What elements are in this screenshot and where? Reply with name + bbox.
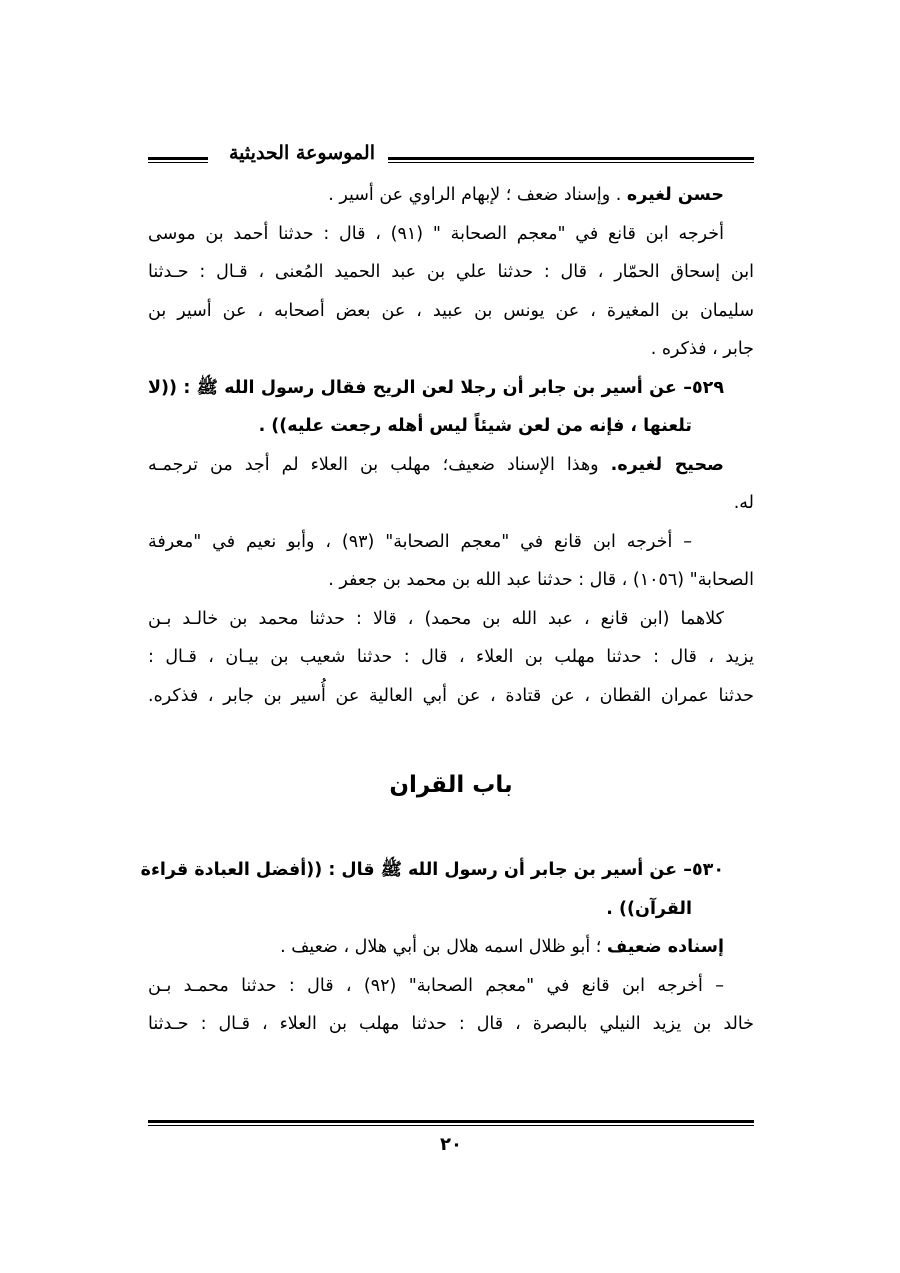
text-span: – أخرجه ابن قانع في "معجم الصحابة" (٩٢) ، قال : حدثنا محمـد بـن bbox=[148, 975, 724, 996]
text-span: سليمان بن المغيرة ، عن يونس بن عبيد ، عن بعض أصحابه ، عن أسير بن bbox=[148, 300, 754, 321]
text-span: كلاهما (ابن قانع ، عبد الله بن محمد) ، قالا : حدثنا محمد بن خالـد بـن bbox=[148, 608, 724, 629]
header-rule-left bbox=[148, 157, 208, 160]
text-line bbox=[148, 292, 754, 331]
text-line bbox=[148, 967, 754, 1006]
chapter-title: باب القران bbox=[389, 772, 513, 798]
bold-text: القرآن)) . bbox=[606, 898, 692, 919]
text-line bbox=[148, 561, 754, 600]
text-line bbox=[140, 851, 754, 890]
text-line bbox=[148, 677, 754, 716]
text-span: يزيد ، قال : حدثنا مهلب بن العلاء ، قال : حدثنا شعيب بن بيـان ، قـال : bbox=[148, 647, 754, 667]
text-line bbox=[148, 1005, 754, 1044]
text-line bbox=[148, 176, 754, 215]
page-number: ٢٠ bbox=[440, 1134, 462, 1155]
text-span: ابن إسحاق الحمّار ، قال : حدثنا علي بن عبد الحميد المُعنى ، قـال : حـدثنا bbox=[148, 262, 754, 282]
text-block-2 bbox=[140, 851, 754, 1044]
text-span: ؛ أبو ظلال اسمه هلال بن أبي هلال ، ضعيف . bbox=[280, 937, 607, 957]
text-line bbox=[148, 600, 754, 639]
header-title: الموسوعة الحديثية bbox=[229, 142, 375, 164]
text-line bbox=[148, 369, 754, 408]
bold-text: صحيح لغيره. bbox=[610, 454, 724, 475]
text-span: خالد بن يزيد النيلي بالبصرة ، قال : حدثنا مهلب بن العلاء ، قـال : حـدثنا bbox=[148, 1014, 754, 1034]
footer-rule bbox=[148, 1120, 754, 1126]
text-line bbox=[148, 484, 754, 523]
bold-text: تلعنها ، فإنه من لعن شيئاً ليس أهله رجعت عليه)) . bbox=[258, 416, 692, 436]
bold-text: إسناده ضعيف bbox=[606, 937, 724, 957]
text-line bbox=[148, 215, 754, 254]
text-line bbox=[148, 638, 754, 677]
text-span: الصحابة" (١٠٥٦) ، قال : حدثنا عبد الله بن محمد بن جعفر . bbox=[328, 570, 754, 590]
text-span: حدثنا عمران القطان ، عن قتادة ، عن أبي العالية عن أُسير بن جابر ، فذكره. bbox=[148, 685, 754, 706]
text-span: له. bbox=[733, 493, 754, 513]
text-span: جابر ، فذكره . bbox=[650, 339, 754, 359]
text-line bbox=[148, 253, 754, 292]
bold-text: ٥٣٠– عن أسير بن جابر أن رسول الله ﷺ قال : ((أفضل العبادة قراءة bbox=[140, 860, 724, 880]
bold-text: ٥٢٩– عن أسير بن جابر أن رجلا لعن الريح فقال رسول الله ﷺ : ((لا bbox=[148, 377, 724, 398]
text-span: وهذا الإسناد ضعيف؛ مهلب بن العلاء لم أجد من ترجمـه bbox=[148, 454, 611, 475]
text-line bbox=[148, 890, 754, 929]
page-body bbox=[140, 176, 754, 1044]
text-span: أخرجه ابن قانع في "معجم الصحابة " (٩١) ، قال : حدثنا أحمد بن موسى bbox=[148, 223, 724, 244]
text-line bbox=[148, 330, 754, 369]
text-line bbox=[148, 446, 754, 485]
text-span: – أخرجه ابن قانع في "معجم الصحابة" (٩٣) ، وأبو نعيم في "معرفة bbox=[148, 531, 692, 552]
text-line bbox=[148, 523, 754, 562]
bold-text: حسن لغيره bbox=[626, 185, 724, 205]
text-block-1 bbox=[148, 176, 754, 715]
text-span: . وإسناد ضعف ؛ لإبهام الراوي عن أسير . bbox=[328, 185, 627, 205]
header-rule-right bbox=[388, 157, 754, 160]
text-line bbox=[148, 928, 754, 967]
text-line bbox=[148, 407, 754, 446]
running-header bbox=[148, 140, 754, 176]
